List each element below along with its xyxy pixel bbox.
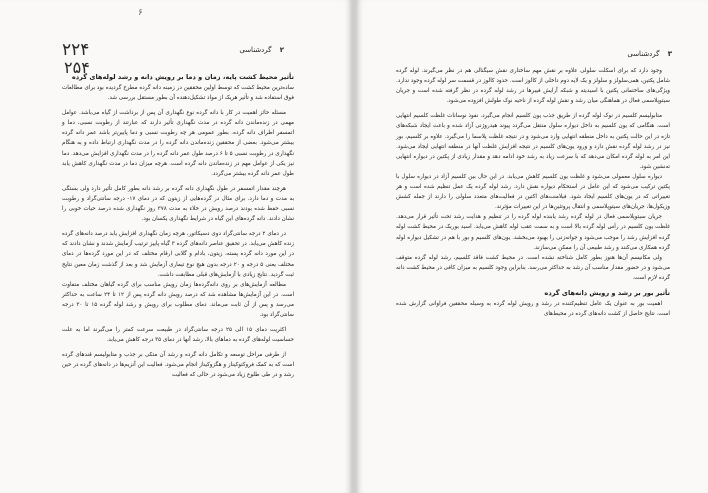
paragraph: هرچند مقدار اتمسفر در طول نگهداری دانه گرده بر رشد دانه بطور کامل تأثیر دارد ولی بستگی به مدت و دما دارد. برای مثال در گرده‌هایی از زیتون که در دمای ۱۷- درجه سانتی‌گراد و رطوبت نسبی حفظ شده بودند درصد رویش در خلاء به مدت ۳۷۸ روز نگهداری شده درصد حیات خوبی را نشان دادند. دانه گرده‌های این گیاه در شرایط نگهداری یکسان بود. xyxy=(62,185,295,223)
paragraph: ساده‌ترین محیط کشت که توسط اولین محققین در زمینه دانه گرده مطرح گردیده بود برای مطالعات فوق استفاده شد و تأثیر هریک از مواد تشکیل‌دهنده آن بطور مستقل بررسی شد. xyxy=(62,85,294,102)
paragraph: دیواره سلول معمولی می‌شود و غلظت یون کلسیم کاهش می‌یابد. در این حال بین کلسیم آزاد در دیواره سلول با پکتین ترکیب می‌شود که این عامل در استحکام دیواره نقش دارد. رشد لوله گرده یک عمل تنظیم شده است و هر تغییراتی که در یون‌های کلسیم ایجاد شود. فیلامنت‌های اکتین در فعالیت‌های متعدد سلولی را دارند از جمله کشش وزیکول‌ها، جریان‌های سیتوپلاسمی و انتقال پروتئین‌ها در این تغییرات مؤثرند. xyxy=(396,173,670,211)
header-title: گردشناسی xyxy=(239,46,272,54)
paragraph: اکثریت دمای ۱۵ الی ۲۵ درجه سانتی‌گراد در طبیعت سرعت کمتر را می‌گیرند اما به علت حساسیت لوله‌های گرده به دماهای بالا، رشد آنها در دمای ۳۵ درجه کاهش می‌یابد. xyxy=(62,327,294,344)
paragraph: در دمای ۲ درجه سانتی‌گراد دوی دسیکاتور، هرچه زمان نگهداری افزایش یابد درصد دانه‌های گرده زنده کاهش می‌یابد. در تحقیق عناصر دانه‌های گرده ۳ گیاه پاییز ترتیب آزمایش شدند و نشان دادند که در این مورد دانه گرده پسته، زیتون، بادام و گلابی ارقام مختلف که در این مورد گرده‌ها در دمای مختلف یعنی ۵ درجه و ۲۰ درجه بدون هیچ نوع تیماری آزمایش شد و بعد از گذشت زمان معین نتایج ثبت گردید. نتایج زیادی با آزمایش‌های قبلی مطابقت داشت. xyxy=(62,231,294,278)
running-header xyxy=(627,50,672,58)
section-title: تأثیر محیط کشت پایه، زمان و دما بر رویش دانه و رشد لوله‌های گرده xyxy=(71,73,294,81)
page-number: ۳ xyxy=(667,50,672,58)
running-header xyxy=(239,46,284,54)
left-page xyxy=(0,0,352,493)
paragraph: ولی مکانیسم آن‌ها هنوز بطور کامل شناخته نشده است. در محیط کشت فاقد کلسیم، رشد لوله گرده متوقف می‌شود و در حضور مقدار مناسب آن رشد به حداکثر می‌رسد. بنابراین وجود کلسیم به میزان کافی در محیط کشت دانه گرده لازم است. xyxy=(395,254,670,281)
paragraph: وجود دارد که برای اسکلت سلولی علاوه بر نقش مهم ساختاری نقش سیگنالی هم در نظر می‌گیرند. لوله گرده شامل پکتین، همی‌سلولز و سلولز و یک لایه دوم داخلی از کالوز است. حدود کالوز در قسمت سر لوله گرده وجود ندارد. ویژگی‌های ساختمانی پکتین با اسیدیته و شبکه آرایش فیبرها در رشد لوله گرده در نظر گرفته شده است و جریان سیتوپلاسمی فعال در هماهنگی میان رشد و نقش لوله گرده از ناحیه نوک طولش افزوده می‌شود. xyxy=(396,68,670,105)
paragraph: اهمیت بور به عنوان یک عامل تنظیم‌کننده در رشد و رویش لوله گرده به وسیله محققین فراوانی گزارش شده است. نتایج حاصل از کشت دانه‌های گرده در محیط‌های xyxy=(396,300,670,318)
right-body-text xyxy=(396,66,670,319)
section-title: تأثیر بور بر رشد و رویش دانه‌های گرده xyxy=(544,288,670,297)
right-page xyxy=(356,0,708,493)
handwritten-note: ۲۲۴ xyxy=(62,40,90,60)
handwritten-note: ۲۵۴ xyxy=(64,58,90,77)
left-body-text xyxy=(62,72,294,381)
paragraph: جریان سیتوپلاسمی فعال در لوله گرده رشد یابنده لوله گرده را در تنظیم و هدایت رشد تحت تأثیر قرار می‌دهد. غلظت یون کلسیم در رأس لوله گرده بالا است و به سمت عقب لوله کاهش می‌یابد. اسید بوریک در محیط کشت لوله گرده افزایش رشد را موجب می‌شود و جوانه‌زنی را بهبود می‌بخشد. یون‌های کلسیم و بور با هم در تشکیل دیواره لوله گرده همکاری می‌کنند و رشد طبیعی آن را ممکن می‌سازند. xyxy=(396,214,670,251)
corner-mark: ۶ xyxy=(138,8,143,18)
paragraph: مسئله حائز اهمیت در کار با دانه گرده نوع نگهداری آن پس از برداشت از گیاه می‌باشد. عوامل مهمی در زنده‌ماندن دانه گرده در مدت نگهداری تأثیر دارند که عبارتند از رطوبت نسبی، دما و اتمسفر اطراف دانه گرده. بطور عمومی هر چه رطوبت نسبی و دما پایین‌تر باشد عمر دانه گرده بیشتر می‌شود. بعضی از محققین زنده‌ماندن دانه گرده را در مدت نگهداری ارتباط داده و به هنگام نگهداری در رطوبت نسبی ۵ تا ۶ درصد طول عمر دانه گرده را در مدت نگهداری افزایش می‌دهد. دما نیز یکی از عوامل مهم در زنده‌ماندن دانه گرده است. هرچه میزان دما در مدت نگهداری کاهش یابد طول عمر دانه گرده بیشتر می‌گردد. xyxy=(62,110,294,177)
page-number: ۲ xyxy=(279,46,284,54)
header-title: گردشناسی xyxy=(627,50,660,58)
paragraph: مطالعه آزمایش‌های بر روی دانه‌گرده‌ها زمان رویش مناسب برای گرده گیاهان مختلف متفاوت است. در این آزمایش‌ها مشاهده شد که درصد رویش دانه گرده پس از ۱۲ تا ۲۴ ساعت به حداکثر می‌رسد و پس از آن ثابت می‌ماند. دمای مطلوب برای رویش و رشد لوله گرده ۱۵ تا ۳۰ درجه سانتی‌گراد بود. xyxy=(62,281,294,318)
paragraph: متابولیسم کلسیم در نوک لوله گرده از طریق جذب یون کلسیم انجام می‌گیرد. نفوذ نوسانات غلظت کلسیم انتهایی است. هنگامی که یون کلسیم به داخل دیواره سلول منتقل می‌گردد پیوند هیدروژنی آزاد شده و باعث ایجاد شبکه‌های تازه در این حالت پکتین به داخل منطقه انتهایی وارد می‌شود و در نتیجه غلظت پلاسما را می‌گیرد. علاوه بر کلسیم، بور نیز در رشد لوله گرده نقش دارد و ورود یون‌های کلسیم در نتیجه افزایش غلظت آنها در منطقه انتهایی ایجاد می‌شود. این امر به لوله گرده امکان می‌دهد که با سرعت زیاد به رشد خود ادامه دهد و مقدار زیادی از پکتین در دیواره انتهایی ته‌نشین شود. xyxy=(396,113,670,170)
paragraph: از طرفی مراحل توسعه و تکامل دانه گرده و رشد آن متکی بر جذب و متابولیسم قندهای گرده است که به کمک فروکتوکیناز و هگزوکیناز انجام می‌شود. فعالیت این آنزیم‌ها در دانه‌های گرده در حین رشد و در طی طلوع زیاد می‌شود در حالی که فعالیت xyxy=(62,352,294,379)
